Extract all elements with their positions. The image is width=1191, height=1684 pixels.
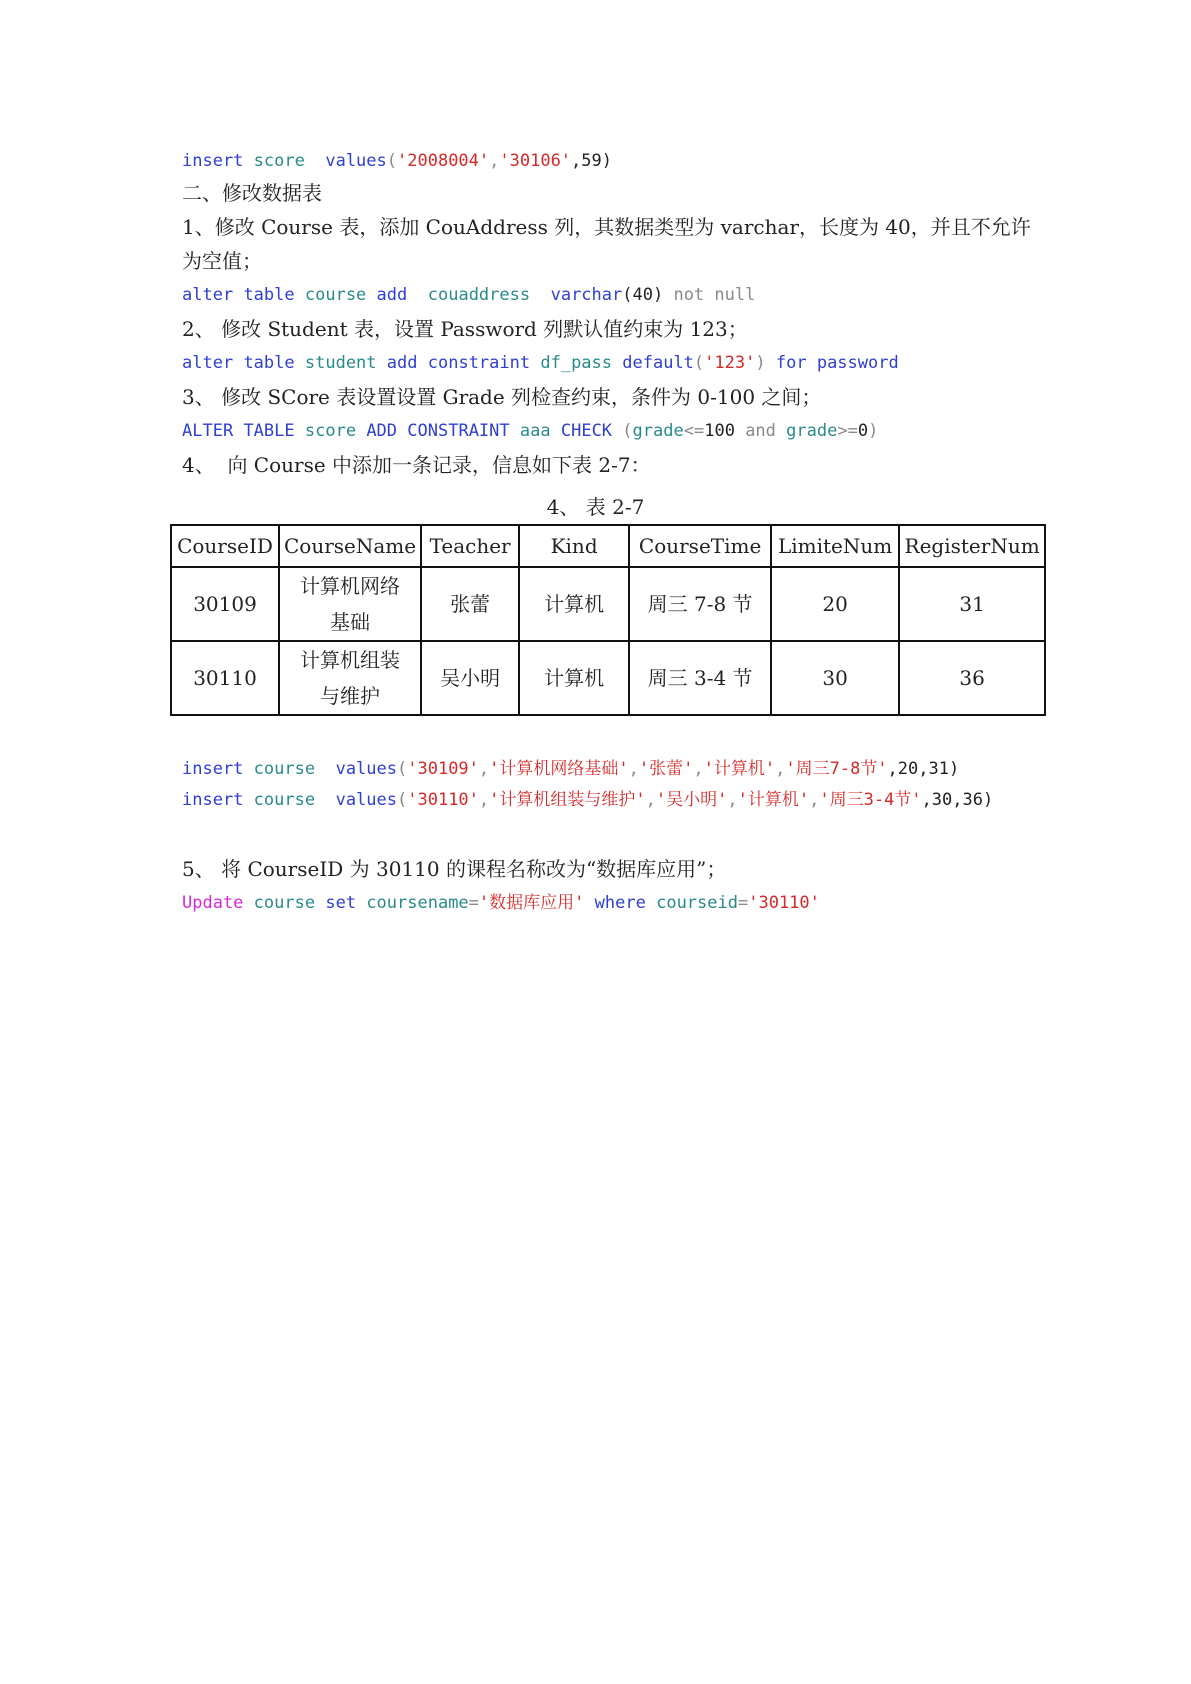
sql-string: '计算机组装与维护' bbox=[489, 790, 646, 810]
sql-keyword: table bbox=[243, 285, 295, 305]
sql-comma: , bbox=[809, 790, 820, 810]
sql-string: '30110' bbox=[407, 790, 479, 810]
table-row bbox=[171, 641, 1045, 715]
sql-insert-score bbox=[182, 148, 612, 174]
sql-keyword: ADD bbox=[366, 421, 398, 441]
sql-operator: <= bbox=[683, 421, 705, 441]
sql-keyword: alter bbox=[182, 285, 234, 305]
cell-limit-num: 20 bbox=[771, 567, 899, 641]
sql-keyword: for bbox=[775, 353, 807, 373]
cell-course-id: 30109 bbox=[171, 567, 279, 641]
sql-values-rest: ,59) bbox=[571, 151, 612, 171]
sql-keyword: constraint bbox=[427, 353, 531, 373]
sql-string: '计算机网络基础' bbox=[489, 759, 629, 779]
sql-identifier: score bbox=[253, 151, 305, 171]
cell-course-name-line: 计算机网络 bbox=[300, 574, 401, 598]
table-row bbox=[171, 567, 1045, 641]
cell-course-name-line: 基础 bbox=[330, 610, 371, 634]
sql-operator: = bbox=[737, 893, 749, 913]
sql-alter-score bbox=[182, 418, 878, 444]
sql-comma: , bbox=[775, 759, 786, 779]
sql-comma: , bbox=[628, 759, 639, 779]
cell-kind: 计算机 bbox=[519, 641, 629, 715]
sql-identifier: course bbox=[253, 790, 316, 810]
cell-register-num: 36 bbox=[899, 641, 1045, 715]
sql-identifier: score bbox=[304, 421, 357, 441]
sql-string: '30109' bbox=[407, 759, 479, 779]
sql-keyword: insert bbox=[182, 790, 244, 810]
col-header: Teacher bbox=[421, 525, 519, 567]
sql-keyword: values bbox=[335, 790, 397, 810]
sql-paren: ( bbox=[397, 759, 408, 779]
sql-string: '周三3-4节' bbox=[819, 790, 922, 810]
sql-keyword: values bbox=[335, 759, 397, 779]
sql-paren: ) bbox=[755, 353, 766, 373]
sql-keyword: insert bbox=[182, 759, 244, 779]
sql-comma: , bbox=[478, 790, 490, 810]
cell-course-id: 30110 bbox=[171, 641, 279, 715]
sql-comma: , bbox=[489, 151, 500, 171]
question-1-line-2: 为空值； bbox=[182, 249, 262, 273]
sql-keyword: table bbox=[243, 353, 295, 373]
sql-string: '计算机' bbox=[737, 790, 810, 810]
col-header: CourseTime bbox=[629, 525, 771, 567]
sql-keyword: varchar bbox=[550, 285, 623, 305]
sql-operator: >= bbox=[837, 421, 858, 441]
sql-keyword: alter bbox=[182, 353, 234, 373]
sql-string: '周三7-8节' bbox=[785, 759, 888, 779]
sql-string: '30106' bbox=[499, 151, 572, 171]
sql-paren: ( bbox=[386, 151, 398, 171]
sql-identifier: course bbox=[253, 893, 316, 913]
sql-identifier: course bbox=[304, 285, 367, 305]
col-header: RegisterNum bbox=[899, 525, 1045, 567]
sql-alter-course bbox=[182, 282, 755, 308]
sql-alter-student bbox=[182, 350, 899, 376]
sql-string: '数据库应用' bbox=[478, 893, 585, 913]
cell-limit-num: 30 bbox=[771, 641, 899, 715]
sql-comma: , bbox=[693, 759, 704, 779]
question-5: 5、 将 CourseID 为 30110 的课程名称改为“数据库应用”； bbox=[182, 857, 727, 881]
cell-course-name bbox=[279, 641, 421, 715]
sql-update-course bbox=[182, 890, 820, 916]
sql-keyword: insert bbox=[182, 151, 244, 171]
sql-keyword-gray: null bbox=[714, 285, 756, 305]
col-header: Kind bbox=[519, 525, 629, 567]
sql-identifier: aaa bbox=[519, 421, 551, 441]
sql-operator: = bbox=[468, 893, 479, 913]
sql-keyword: CHECK bbox=[560, 421, 613, 441]
sql-number: (40) bbox=[622, 285, 664, 305]
sql-number: 0 bbox=[857, 421, 869, 441]
sql-keyword-gray: and bbox=[745, 421, 776, 441]
sql-keyword: ALTER bbox=[182, 421, 234, 441]
sql-keyword: add bbox=[376, 285, 408, 305]
sql-string: '张蕾' bbox=[638, 759, 694, 779]
sql-values-rest: ,20,31) bbox=[887, 759, 960, 779]
sql-identifier: courseid bbox=[656, 893, 738, 913]
sql-comma: , bbox=[478, 759, 490, 779]
cell-course-name-line: 与维护 bbox=[320, 684, 381, 708]
course-table bbox=[170, 524, 1046, 716]
sql-keyword: TABLE bbox=[243, 421, 295, 441]
col-header: CourseID bbox=[171, 525, 279, 567]
cell-course-time: 周三 3-4 节 bbox=[629, 641, 771, 715]
sql-keyword: where bbox=[594, 893, 646, 913]
table-caption: 4、 表 2-7 bbox=[546, 495, 645, 519]
sql-comma: , bbox=[727, 790, 738, 810]
col-header: LimiteNum bbox=[771, 525, 899, 567]
sql-identifier: df_pass bbox=[540, 353, 613, 373]
sql-identifier: grade bbox=[632, 421, 684, 441]
sql-keyword: default bbox=[622, 353, 694, 373]
cell-kind: 计算机 bbox=[519, 567, 629, 641]
sql-identifier: couaddress bbox=[427, 285, 531, 305]
sql-values-rest: ,30,36) bbox=[921, 790, 994, 810]
sql-identifier: course bbox=[253, 759, 316, 779]
question-4: 4、 向 Course 中添加一条记录，信息如下表 2-7： bbox=[182, 453, 651, 477]
cell-teacher: 吴小明 bbox=[421, 641, 519, 715]
cell-course-name bbox=[279, 567, 421, 641]
question-1-line-1: 1、修改 Course 表，添加 CouAddress 列，其数据类型为 varchar，长度为 40，并且不允许 bbox=[182, 215, 1031, 239]
sql-string: '吴小明' bbox=[655, 790, 728, 810]
sql-string: '123' bbox=[704, 353, 756, 373]
cell-teacher: 张蕾 bbox=[421, 567, 519, 641]
sql-string: '计算机' bbox=[703, 759, 776, 779]
col-header: CourseName bbox=[279, 525, 421, 567]
cell-course-name-line: 计算机组装 bbox=[300, 648, 401, 672]
sql-string: '30110' bbox=[748, 893, 820, 913]
sql-paren: ) bbox=[868, 421, 879, 441]
sql-keyword: add bbox=[386, 353, 418, 373]
sql-identifier: grade bbox=[786, 421, 838, 441]
sql-keyword-gray: not bbox=[673, 285, 705, 305]
question-3: 3、 修改 SCore 表设置设置 Grade 列检查约束，条件为 0-100 之间； bbox=[182, 385, 822, 409]
sql-keyword: password bbox=[816, 353, 899, 373]
cell-register-num: 31 bbox=[899, 567, 1045, 641]
table-header-row bbox=[171, 525, 1045, 567]
sql-keyword: CONSTRAINT bbox=[407, 421, 510, 441]
sql-comma: , bbox=[645, 790, 656, 810]
sql-paren: ( bbox=[397, 790, 408, 810]
sql-paren: ( bbox=[693, 353, 705, 373]
sql-string: '2008004' bbox=[397, 151, 490, 171]
sql-paren: ( bbox=[622, 421, 633, 441]
sql-identifier: coursename bbox=[366, 893, 469, 913]
cell-course-time: 周三 7-8 节 bbox=[629, 567, 771, 641]
sql-insert-course-30110 bbox=[182, 787, 993, 813]
sql-keyword: values bbox=[325, 151, 387, 171]
sql-identifier: student bbox=[304, 353, 377, 373]
sql-insert-course-30109 bbox=[182, 756, 959, 782]
sql-keyword-update: Update bbox=[182, 893, 244, 913]
question-2: 2、 修改 Student 表，设置 Password 列默认值约束为 123； bbox=[182, 317, 748, 341]
sql-keyword: set bbox=[325, 893, 357, 913]
section-heading: 二、修改数据表 bbox=[182, 181, 322, 205]
sql-number: 100 bbox=[704, 421, 735, 441]
